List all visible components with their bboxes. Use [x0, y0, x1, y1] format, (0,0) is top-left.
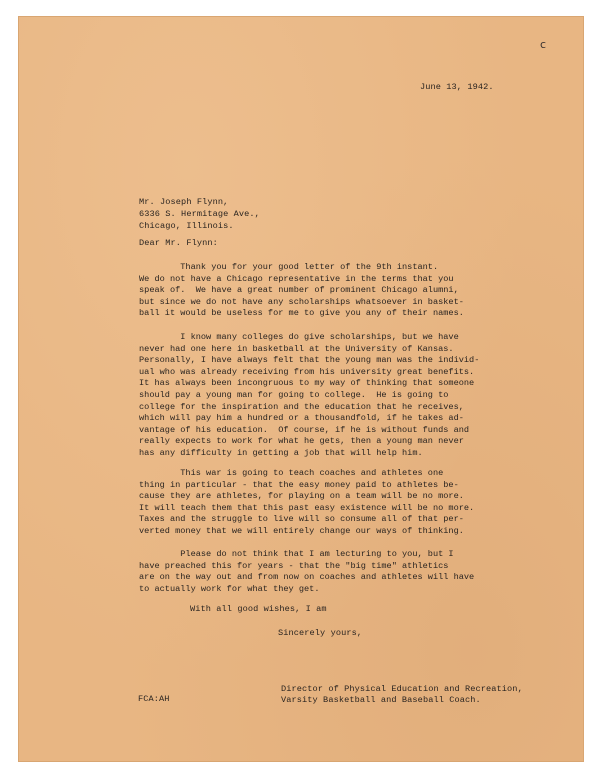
complimentary-close: Sincerely yours,: [278, 628, 363, 638]
paragraph-1: [139, 262, 464, 320]
typist-initials: FCA:AH: [138, 694, 170, 704]
paragraph-line: should pay a young man for going to college. He is going to: [139, 389, 449, 400]
paragraph-line: to actually work for what they get.: [139, 583, 320, 594]
paragraph-line: It has always been incongruous to my way of thinking that someone: [139, 378, 475, 389]
recipient-name: Mr. Joseph Flynn,: [139, 197, 229, 207]
paragraph-line: cause they are athletes, for playing on a team will be no more.: [139, 491, 464, 502]
paragraph-line: Thank you for your good letter of the 9th instant.: [139, 262, 439, 272]
paragraph-line: has any difficulty in getting a job that will help him.: [139, 447, 423, 458]
paragraph-line: really expects to work for what he gets, then a young man never: [139, 436, 464, 447]
paragraph-3: [139, 468, 474, 538]
paragraph-line: are on the way out and from now on coaches and athletes will have: [139, 572, 475, 583]
paragraph-line: Personally, I have always felt that the young man was the individ-: [139, 355, 480, 366]
paragraph-line: It will teach them that this past easy existence will be no more.: [139, 502, 475, 513]
salutation: Dear Mr. Flynn:: [139, 238, 218, 248]
paragraph-line: We do not have a Chicago representative in the terms that you: [139, 273, 454, 284]
paragraph-line: thing in particular - that the easy money paid to athletes be-: [139, 479, 459, 490]
paragraph-line: which will pay him a hundred or a thousandfold, if he takes ad-: [139, 413, 464, 424]
corner-mark: c: [540, 38, 547, 51]
closing-wishes: With all good wishes, I am: [190, 604, 327, 614]
recipient-city: Chicago, Illinois.: [139, 221, 234, 231]
paragraph-line: college for the inspiration and the education that he receives,: [139, 401, 464, 412]
letter-date: June 13, 1942.: [420, 82, 494, 92]
paragraph-line: but since we do not have any scholarships whatsoever in basket-: [139, 296, 464, 307]
signature-title-1: Director of Physical Education and Recreation,: [281, 684, 523, 694]
paragraph-line: I know many colleges do give scholarships, but we have: [139, 332, 459, 342]
paragraph-line: verted money that we will entirely change our ways of thinking.: [139, 525, 464, 536]
paragraph-line: ual who was already receiving from his university great benefits.: [139, 366, 475, 377]
paragraph-line: Taxes and the struggle to live will so consume all of that per-: [139, 514, 464, 525]
paragraph-4: [139, 549, 474, 595]
paragraph-line: never had one here in basketball at the University of Kansas.: [139, 343, 454, 354]
paragraph-line: vantage of his education. Of course, if he is without funds and: [139, 424, 470, 435]
recipient-street: 6336 S. Hermitage Ave.,: [139, 209, 260, 219]
paragraph-line: speak of. We have a great number of prominent Chicago alumni,: [139, 285, 459, 296]
paragraph-2: [139, 332, 479, 460]
paragraph-line: Please do not think that I am lecturing to you, but I: [139, 549, 454, 559]
signature-title-2: Varsity Basketball and Baseball Coach.: [281, 695, 481, 705]
paragraph-line: This war is going to teach coaches and athletes one: [139, 468, 444, 478]
paragraph-line: ball it would be useless for me to give you any of their names.: [139, 308, 464, 319]
paragraph-line: have preached this for years - that the "big time" athletics: [139, 560, 449, 571]
